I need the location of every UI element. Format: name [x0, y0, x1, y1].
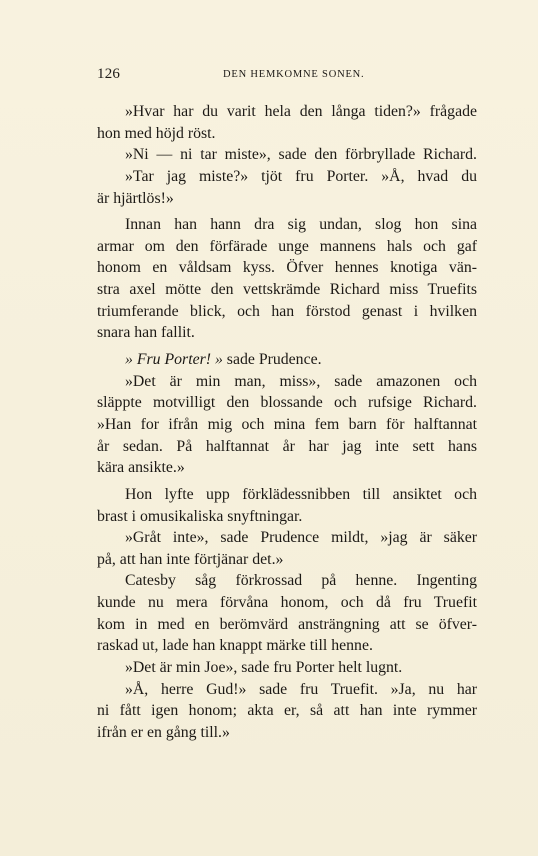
italic-speech: » Fru Porter! » — [125, 351, 223, 369]
text-line: »Det är min man, miss», sade amazonen och — [125, 372, 477, 390]
page-header — [97, 66, 477, 86]
body-text — [97, 101, 477, 744]
text-line: är hjärtlös!» — [97, 189, 174, 207]
page-number: 126 — [97, 66, 121, 82]
text-line-italic-speech — [97, 349, 477, 371]
text-line: »Å, herre Gud!» sade fru Truefit. »Ja, nu har — [125, 680, 477, 698]
text-line: släppte motvilligt den blossande och rufsige Richard. — [97, 394, 477, 412]
text-line: ni fått igen honom; akta er, så att han inte rymmer — [97, 702, 477, 720]
speech-attribution: sade Prudence. — [226, 351, 322, 369]
text-line: »Tar jag miste?» tjöt fru Porter. »Å, hvad du — [125, 167, 477, 185]
text-line: snara han fallit. — [97, 324, 195, 342]
text-line: stra axel mötte den vettskrämde Richard miss Truefits — [97, 281, 477, 299]
text-line: Innan han hann dra sig undan, slog hon sina — [125, 216, 477, 234]
text-line: kunde nu mera förvåna honom, och då fru Truefit — [97, 594, 477, 612]
running-head: DEN HEMKOMNE SONEN. — [223, 69, 365, 80]
text-line: triumferande blick, och han förstod genast i hvilken — [97, 302, 477, 320]
text-line: »Det är min Joe», sade fru Porter helt lugnt. — [125, 659, 403, 677]
text-line: hon med höjd röst. — [97, 124, 216, 142]
text-line: »Han for ifrån mig och mina fem barn för halftannat — [97, 415, 477, 433]
text-line: ifrån er en gång till.» — [97, 723, 230, 741]
text-line: brast i omusikaliska snyftningar. — [97, 507, 303, 525]
text-line: armar om den förfärade unge mannens hals och gaf — [97, 237, 477, 255]
text-line: kära ansikte.» — [97, 459, 185, 477]
text-line: raskad ut, lade han knappt märke till henne. — [97, 637, 373, 655]
text-line: »Hvar har du varit hela den långa tiden?» frågade — [125, 103, 477, 120]
text-line: kom in med en berömvärd ansträngning att se öfver- — [97, 615, 477, 633]
text-line: år sedan. På halftannat år har jag inte sett hans — [97, 437, 477, 455]
text-line: »Ni — ni tar miste», sade den förbryllade Richard. — [125, 146, 477, 164]
text-line: honom en våldsam kyss. Öfver hennes knotiga vän- — [97, 259, 477, 277]
text-line: på, att han inte förtjänar det.» — [97, 550, 284, 568]
text-line: Catesby såg förkrossad på henne. Ingenting — [125, 572, 477, 590]
text-line: »Gråt inte», sade Prudence mildt, »jag är säker — [125, 529, 477, 547]
text-line: Hon lyfte upp förklädessnibben till ansiktet och — [125, 485, 477, 503]
